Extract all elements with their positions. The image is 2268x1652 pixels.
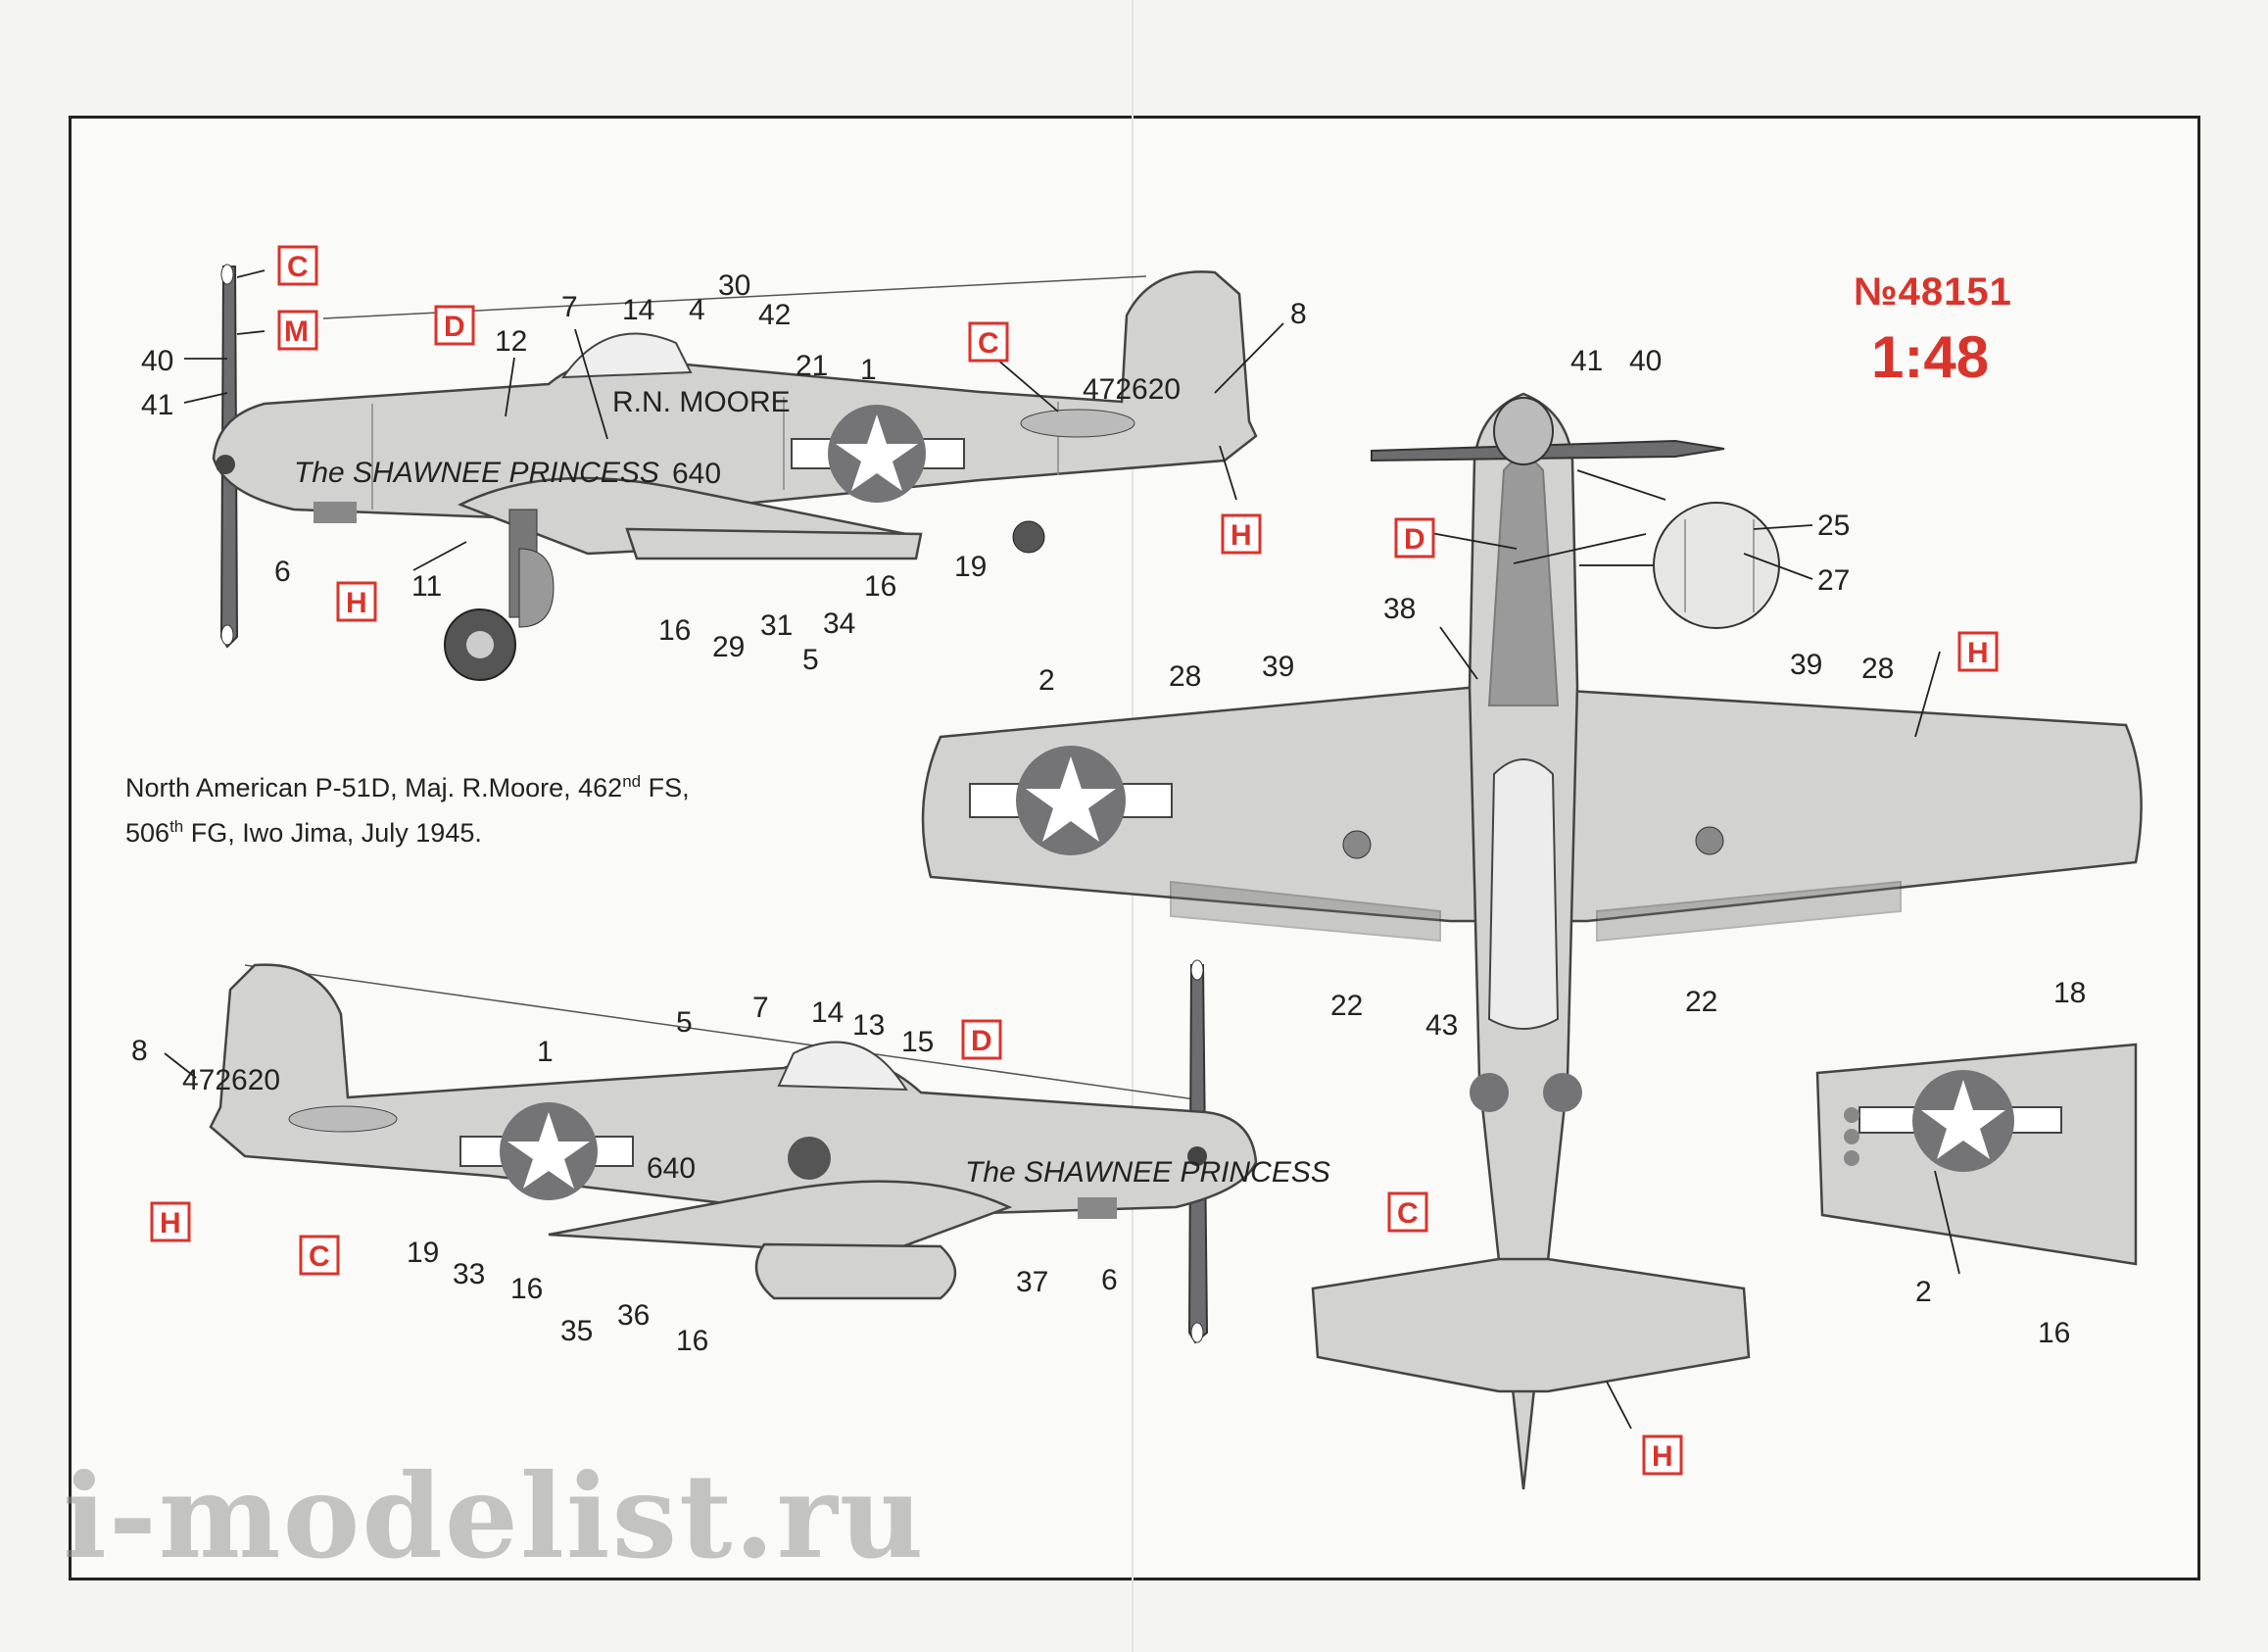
svg-text:H: H	[1967, 637, 1989, 669]
callout-41: 41	[141, 389, 174, 421]
callout-22-left: 22	[1330, 990, 1364, 1022]
nose-art-upper: The SHAWNEE PRINCESS	[294, 457, 659, 489]
callout-6: 6	[274, 556, 291, 588]
callout-43: 43	[1425, 1009, 1459, 1042]
callout-4: 4	[689, 294, 705, 326]
tag-M-prop	[279, 312, 316, 349]
callout-16-lower-a: 16	[510, 1273, 544, 1305]
callout-1: 1	[860, 354, 877, 386]
svg-text:H: H	[1231, 519, 1252, 552]
wing-lower	[549, 1182, 1009, 1254]
callout-2-plan: 2	[1038, 664, 1055, 697]
scale-label: 1:48	[1871, 324, 1990, 390]
callout-34: 34	[823, 607, 856, 640]
callout-14-lower: 14	[811, 996, 844, 1029]
serial-text-lower: 472620	[182, 1064, 281, 1096]
plan-stabilizer	[1313, 1259, 1749, 1391]
svg-text:H: H	[346, 587, 367, 619]
tag-D-plan	[1396, 519, 1433, 557]
callout-16b: 16	[864, 570, 897, 603]
callout-13-lower: 13	[852, 1009, 886, 1042]
callout-8: 8	[1290, 298, 1307, 330]
callout-6-lower: 6	[1101, 1264, 1118, 1296]
code-text-upper: 640	[672, 458, 722, 490]
callout-18: 18	[2053, 977, 2087, 1009]
callout-41-plan: 41	[1570, 345, 1604, 377]
callout-33-lower: 33	[453, 1258, 486, 1290]
callout-39-left: 39	[1262, 651, 1295, 683]
catalog-number: №48151	[1854, 270, 2012, 314]
tag-H-plan-stab	[1644, 1436, 1681, 1474]
callout-8-lower: 8	[131, 1035, 148, 1067]
caption-line-2: 506th FG, Iwo Jima, July 1945.	[125, 817, 482, 848]
svg-text:C: C	[287, 251, 309, 283]
drop-tank-lower	[756, 1244, 955, 1298]
callout-36-lower: 36	[617, 1299, 651, 1332]
detail-magnifier	[1654, 503, 1779, 628]
tag-C-plan-stab	[1389, 1193, 1426, 1231]
callout-42: 42	[758, 299, 792, 331]
tag-H-upper-nose	[338, 583, 375, 620]
svg-text:C: C	[978, 327, 999, 360]
tag-C-upper	[970, 323, 1007, 361]
callout-25: 25	[1817, 510, 1851, 542]
callout-39-right: 39	[1790, 649, 1823, 681]
callout-22-right: 22	[1685, 986, 1718, 1018]
svg-text:C: C	[309, 1240, 330, 1273]
tag-D-lower	[963, 1021, 1000, 1058]
code-text-lower: 640	[647, 1152, 697, 1185]
callout-15-lower: 15	[901, 1026, 935, 1058]
tag-H-lower	[152, 1203, 189, 1240]
callout-19-lower: 19	[407, 1237, 440, 1269]
callout-14: 14	[622, 294, 655, 326]
callout-12: 12	[495, 325, 528, 358]
svg-text:H: H	[160, 1207, 181, 1239]
callout-11: 11	[411, 570, 443, 603]
callout-38: 38	[1383, 593, 1417, 625]
callout-28-left: 28	[1169, 660, 1202, 693]
tag-H-plan-wing	[1959, 633, 1997, 670]
callout-35-lower: 35	[560, 1315, 594, 1347]
callout-16-detail: 16	[2038, 1317, 2071, 1349]
callout-30: 30	[718, 269, 751, 302]
nose-art-lower: The SHAWNEE PRINCESS	[965, 1156, 1330, 1189]
callout-7-lower: 7	[752, 992, 769, 1024]
callout-16a: 16	[658, 614, 692, 647]
callout-37-lower: 37	[1016, 1266, 1049, 1298]
callout-40: 40	[141, 345, 174, 377]
tag-C-lower	[301, 1237, 338, 1274]
svg-text:C: C	[1397, 1197, 1419, 1230]
underwing-detail	[1817, 1045, 2136, 1264]
callout-40-plan: 40	[1629, 345, 1663, 377]
callout-21: 21	[796, 350, 829, 382]
callout-31: 31	[760, 609, 794, 642]
svg-text:D: D	[444, 311, 465, 343]
tag-C-prop	[279, 247, 316, 284]
plan-view	[923, 394, 2142, 1489]
tag-H-upper-tail	[1223, 515, 1260, 553]
profile-left-side-lower	[211, 960, 1256, 1342]
serial-text-upper: 472620	[1083, 373, 1182, 406]
svg-text:D: D	[1404, 523, 1425, 556]
callout-29: 29	[712, 631, 746, 663]
caption-line-1: North American P-51D, Maj. R.Moore, 462nd FS,	[125, 772, 690, 802]
callout-19: 19	[954, 551, 988, 583]
callout-5: 5	[802, 644, 819, 676]
svg-text:D: D	[971, 1025, 992, 1057]
tag-D-upper	[436, 307, 473, 344]
callout-28-right: 28	[1861, 653, 1895, 685]
callout-7: 7	[561, 291, 578, 323]
callout-5-lower: 5	[676, 1006, 693, 1039]
callout-1-lower: 1	[537, 1036, 554, 1068]
site-watermark: i-modelist.ru	[63, 1448, 926, 1584]
aircraft-caption	[125, 762, 690, 852]
pilot-name-upper: R.N. MOORE	[612, 386, 791, 418]
callout-16-lower-b: 16	[676, 1325, 709, 1357]
callout-2-detail: 2	[1915, 1276, 1932, 1308]
svg-text:M: M	[284, 316, 309, 348]
svg-text:H: H	[1652, 1440, 1673, 1473]
callout-27: 27	[1817, 564, 1851, 597]
